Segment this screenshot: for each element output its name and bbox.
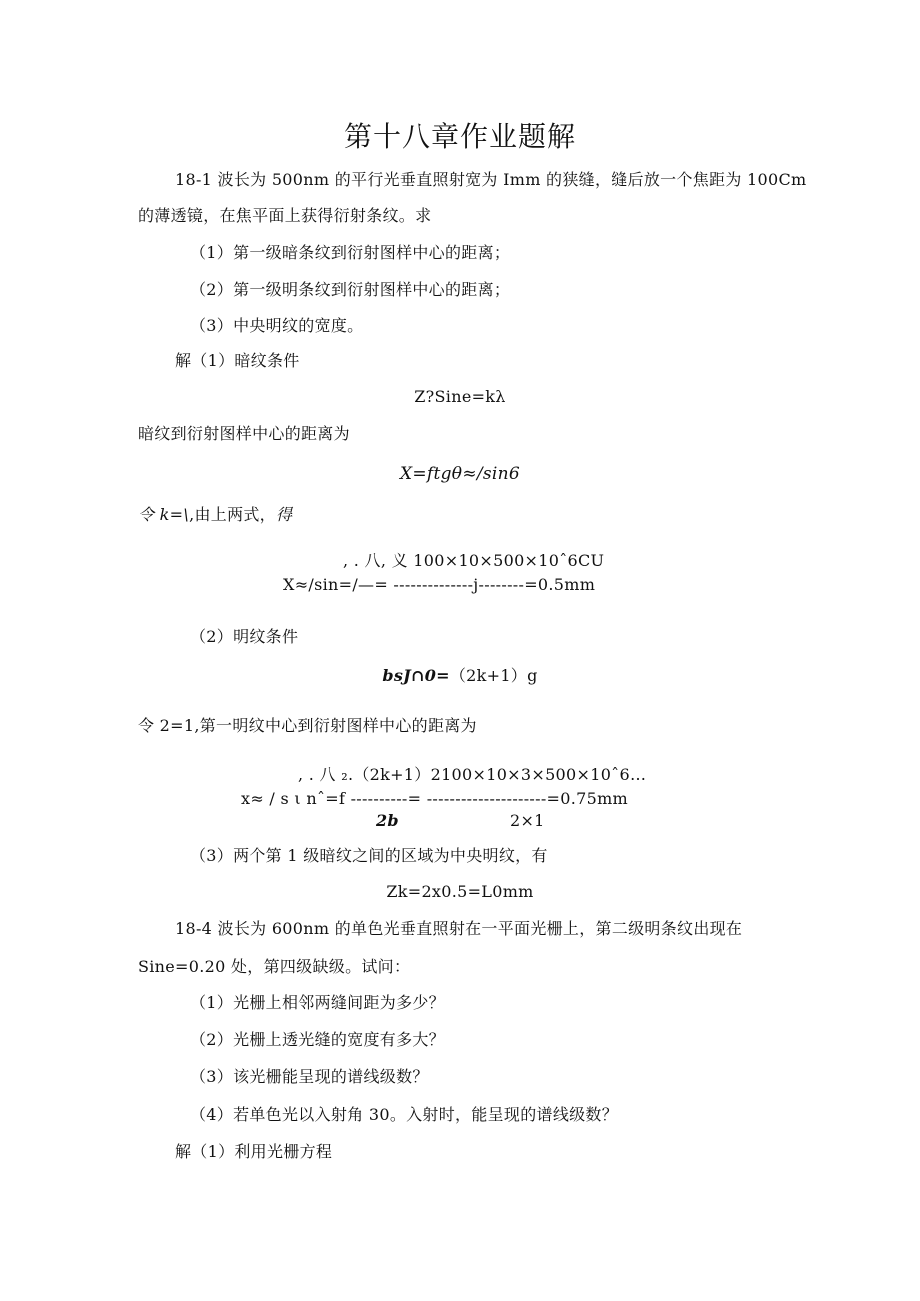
solution-4-heading: 解（1）利用光栅方程 (175, 1142, 333, 1161)
page-title: 第十八章作业题解 (343, 120, 576, 153)
let-k-text: ,由上两式， (189, 505, 276, 524)
let-k-line (138, 505, 292, 525)
problem-18-1-line-1: 18-1 波长为 500nm 的平行光垂直照射宽为 Imm 的狭缝，缝后放一个焦距为 100Cm (175, 170, 807, 189)
fraction-2-line: x≈ / s ι nˆ=f ----------= ---------------------=0.75mm (241, 789, 629, 808)
position-equation: X=ftgθ≈/sin6 (399, 464, 521, 484)
fraction-2-denominator-right: 2×1 (510, 811, 545, 830)
question-4-1: （1）光栅上相邻两缝间距为多少？ (190, 993, 445, 1012)
let-2-text: 令 2=1,第一明纹中心到衍射图样中心的距离为 (138, 716, 477, 735)
solution-3-text: （3）两个第 1 级暗纹之间的区域为中央明纹，有 (190, 846, 548, 865)
question-1: （1）第一级暗条纹到衍射图样中心的距离； (190, 243, 511, 262)
question-4-4: （4）若单色光以入射角 30。入射时，能呈现的谱线级数？ (190, 1105, 619, 1124)
dark-fringe-distance-text: 暗纹到衍射图样中心的距离为 (138, 424, 350, 443)
question-2: （2）第一级明条纹到衍射图样中心的距离； (190, 280, 511, 299)
fraction-1-line: X≈/sin=/—= --------------j--------=0.5mm (283, 575, 596, 594)
fraction-2-denominator-left: 2b (376, 811, 399, 830)
question-3: （3）中央明纹的宽度。 (190, 316, 364, 335)
let-k-symbol: 令 k=\ (138, 505, 190, 524)
let-k-result: 得 (275, 505, 293, 524)
fraction-1-numerator: , . 八, 义 100×10×500×10ˆ6CU (343, 551, 605, 570)
problem-18-1-line-2: 的薄透镜，在焦平面上获得衍射条纹。求 (138, 206, 432, 225)
problem-18-4-line-2: Sine=0.20 处，第四级缺级。试问： (138, 957, 411, 976)
question-4-2: （2）光栅上透光缝的宽度有多大？ (190, 1030, 445, 1049)
solution-2-heading: （2）明纹条件 (190, 627, 299, 646)
bright-fringe-rhs: （2k+1）g (449, 666, 538, 685)
problem-18-4-line-1: 18-4 波长为 600nm 的单色光垂直照射在一平面光栅上，第二级明条纹出现在 (175, 919, 743, 938)
dark-fringe-equation: Z?Sine=kλ (414, 387, 506, 406)
bright-fringe-equation (0, 666, 920, 686)
solution-1-heading: 解（1）暗纹条件 (175, 351, 300, 370)
fraction-2-numerator: , . 八 ₂.（2k+1）2100×10×3×500×10ˆ6… (298, 765, 647, 784)
bright-fringe-lhs: bsJ∩0= (382, 666, 450, 685)
central-width-equation: Zk=2x0.5=L0mm (386, 882, 534, 901)
question-4-3: （3）该光栅能呈现的谱线级数？ (190, 1067, 429, 1086)
